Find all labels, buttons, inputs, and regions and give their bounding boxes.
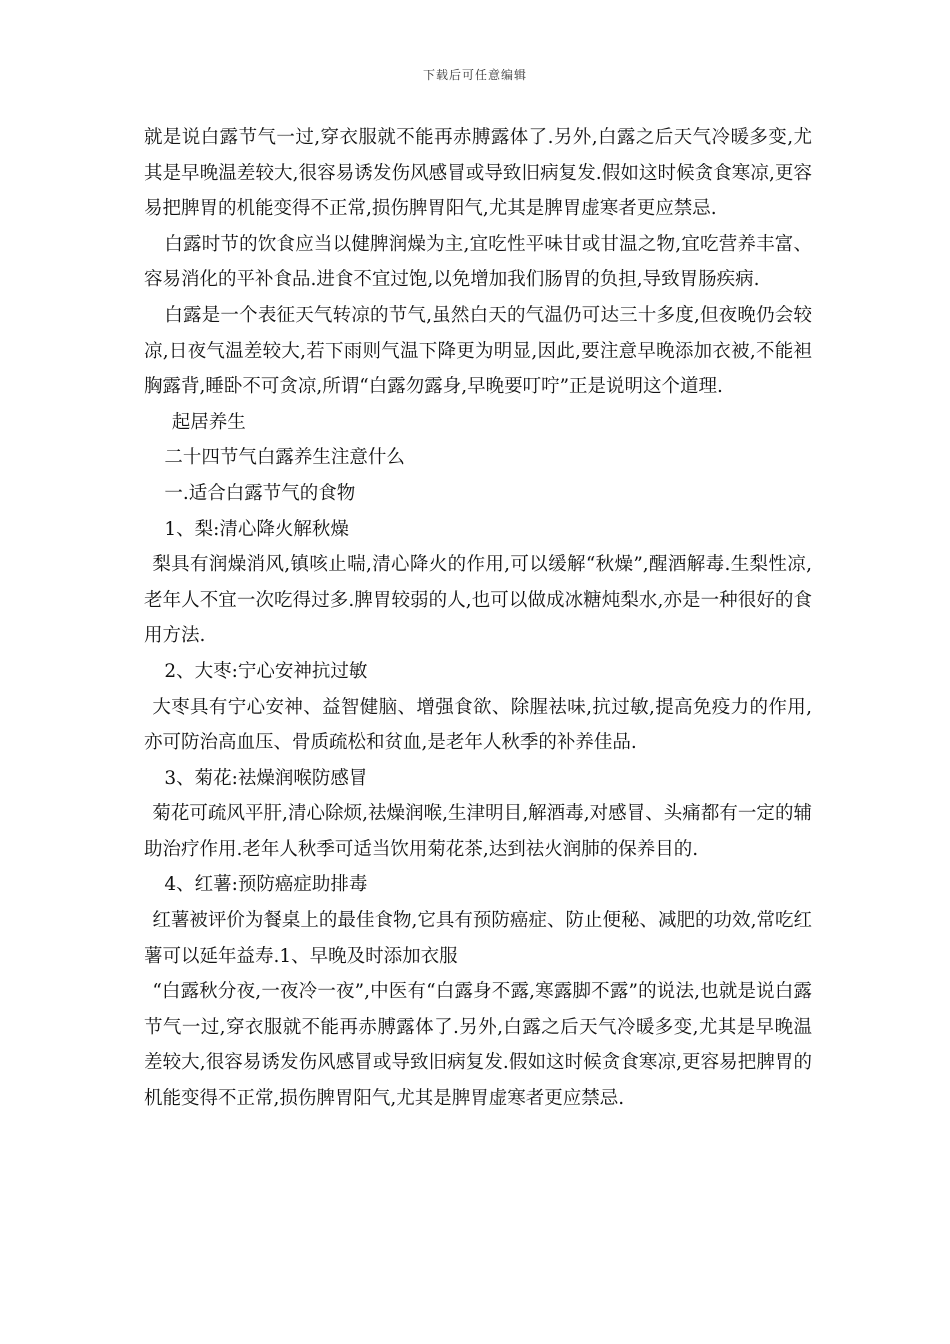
document-body xyxy=(144,120,812,1117)
paragraph-weather: 白露是一个表征天气转凉的节气,虽然白天的气温仍可达三十多度,但夜晚仍会较凉,日夜气温差较大,若下雨则气温下降更为明显,因此,要注意早晚添加衣被,不能袒胸露背,睡卧不可贪凉,所谓“白露勿露身,早晚要叮咛”正是说明这个道理. xyxy=(144,304,812,398)
subheading-suitable-foods: 一.适合白露节气的食物 xyxy=(164,482,356,504)
item-heading-jujube: 2、大枣:宁心安神抗过敏 xyxy=(164,660,368,682)
paragraph-diet: 白露时节的饮食应当以健脾润燥为主,宜吃性平味甘或甘温之物,宜吃营养丰富、容易消化的平补食品.进食不宜过饱,以免增加我们肠胃的负担,导致胃肠疾病. xyxy=(144,233,812,291)
item-heading-pear: 1、梨:清心降火解秋燥 xyxy=(164,518,349,540)
paragraph-pear: 梨具有润燥消风,镇咳止喘,清心降火的作用,可以缓解“秋燥”,醒酒解毒.生梨性凉,老年人不宜一次吃得过多.脾胃较弱的人,也可以做成冰糖炖梨水,亦是一种很好的食用方法. xyxy=(144,554,812,647)
paragraph-jujube: 大枣具有宁心安神、益智健脑、增强食欲、除腥祛味,抗过敏,提高免疫力的作用,亦可防治高血压、骨质疏松和贫血,是老年人秋季的补养佳品. xyxy=(144,696,812,754)
paragraph-chrysanthemum: 菊花可疏风平肝,清心除烦,祛燥润喉,生津明目,解酒毒,对感冒、头痛都有一定的辅助治疗作用.老年人秋季可适当饮用菊花茶,达到祛火润肺的保养目的. xyxy=(144,803,812,860)
section-heading-daily-life: 起居养生 xyxy=(171,411,246,433)
paragraph-clothing-continued: 就是说白露节气一过,穿衣服就不能再赤膊露体了.另外,白露之后天气冷暖多变,尤其是早晚温差较大,很容易诱发伤风感冒或导致旧病复发.假如这时候贪食寒凉,更容易把脾胃的机能变得不正常,损伤脾胃阳气,尤其是脾胃虚寒者更应禁忌. xyxy=(144,127,812,220)
item-heading-chrysanthemum: 3、菊花:祛燥润喉防感冒 xyxy=(164,767,368,789)
paragraph-sweet-potato: 红薯被评价为餐桌上的最佳食物,它具有预防癌症、防止便秘、减肥的功效,常吃红薯可以延年益寿.1、早晚及时添加衣服 xyxy=(144,910,812,967)
item-heading-sweet-potato: 4、红薯:预防癌症助排毒 xyxy=(164,874,368,896)
paragraph-add-clothing: “白露秋分夜,一夜冷一夜”,中医有“白露身不露,寒露脚不露”的说法,也就是说白露节气一过,穿衣服就不能再赤膊露体了.另外,白露之后天气冷暖多变,尤其是早晚温差较大,很容易诱发伤风感冒或导致旧病复发.假如这时候贪食寒凉,更容易把脾胃的机能变得不正常,损伤脾胃阳气,尤其是脾胃虚寒者更应禁忌. xyxy=(144,981,812,1110)
section-title-baillu-health: 二十四节气白露养生注意什么 xyxy=(164,447,405,469)
page-header: 下载后可任意编辑 xyxy=(422,68,527,82)
